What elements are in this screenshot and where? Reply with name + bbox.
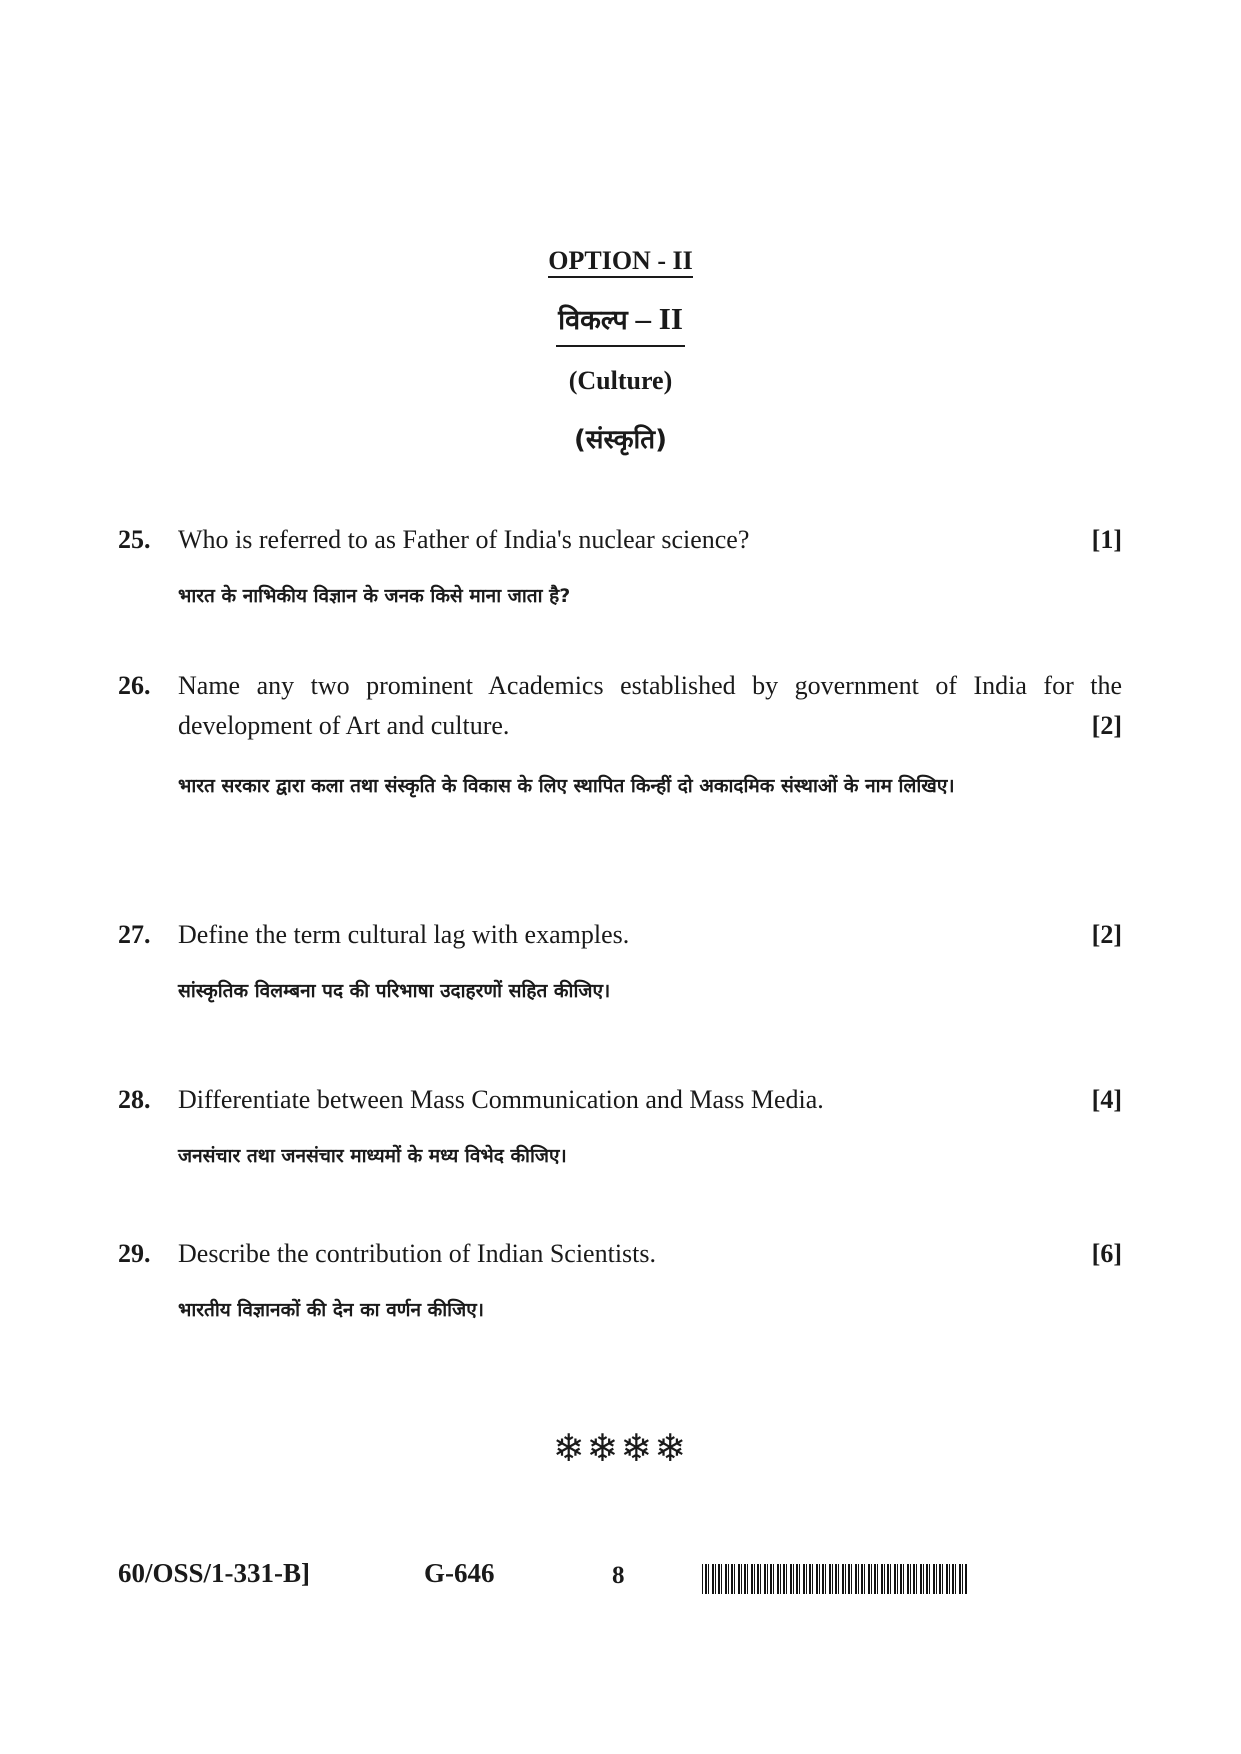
- question-text-hindi: भारत सरकार द्वारा कला तथा संस्कृति के विकास के लिए स्थापित किन्हीं दो अकादमिक संस्थाओं के नाम लिखिए।: [178, 775, 955, 797]
- question-text-hindi: भारतीय विज्ञानकों की देन का वर्णन कीजिए।: [178, 1299, 484, 1321]
- vikalp-separator: –: [627, 301, 659, 336]
- section-heading-vikalp: [0, 300, 1241, 347]
- vikalp-hindi: विकल्प: [558, 305, 628, 336]
- question-marks: [2]: [1091, 920, 1122, 949]
- question-number: 25.: [118, 525, 151, 554]
- question-marks: [2]: [1091, 711, 1122, 740]
- question-number: 29.: [118, 1239, 151, 1268]
- section-subheading-sanskriti: (संस्कृति): [574, 425, 667, 455]
- vikalp-numeral: II: [658, 301, 683, 336]
- question-marks: [1]: [1091, 525, 1122, 554]
- question-text-hindi: भारत के नाभिकीय विज्ञान के जनक किसे माना जाता है?: [178, 585, 571, 607]
- question-text-english: Name any two prominent Academics established by government of India for the development of Art and culture.: [178, 671, 1122, 740]
- question-text-hindi: सांस्कृतिक विलम्बना पद की परिभाषा उदाहरणों सहित कीजिए।: [178, 980, 611, 1002]
- section-subheading-culture: (Culture): [568, 366, 673, 395]
- end-of-paper-mark: ❄❄❄❄: [552, 1426, 689, 1470]
- question-number: 28.: [118, 1085, 151, 1114]
- footer-paper-code: 60/OSS/1-331-B]: [118, 1558, 311, 1588]
- question-text-hindi: जनसंचार तथा जनसंचार माध्यमों के मध्य विभेद कीजिए।: [178, 1145, 567, 1167]
- question-text-english: Differentiate between Mass Communication and Mass Media.: [178, 1085, 824, 1114]
- option-label: OPTION - II: [548, 246, 692, 278]
- footer-page-number: 8: [612, 1562, 625, 1589]
- footer-series-code: G-646: [424, 1558, 495, 1588]
- question-marks: [6]: [1091, 1239, 1122, 1268]
- question-marks: [4]: [1091, 1085, 1122, 1114]
- question-text-english: Who is referred to as Father of India's nuclear science?: [178, 525, 750, 554]
- vikalp-underlined: [556, 300, 685, 347]
- question-number: 26.: [118, 671, 151, 700]
- section-heading-option: [0, 246, 1241, 276]
- question-text-english: Describe the contribution of Indian Scientists.: [178, 1239, 657, 1268]
- question-number: 27.: [118, 920, 151, 949]
- question-text-english: Define the term cultural lag with examples.: [178, 920, 630, 949]
- barcode-image: [702, 1564, 968, 1594]
